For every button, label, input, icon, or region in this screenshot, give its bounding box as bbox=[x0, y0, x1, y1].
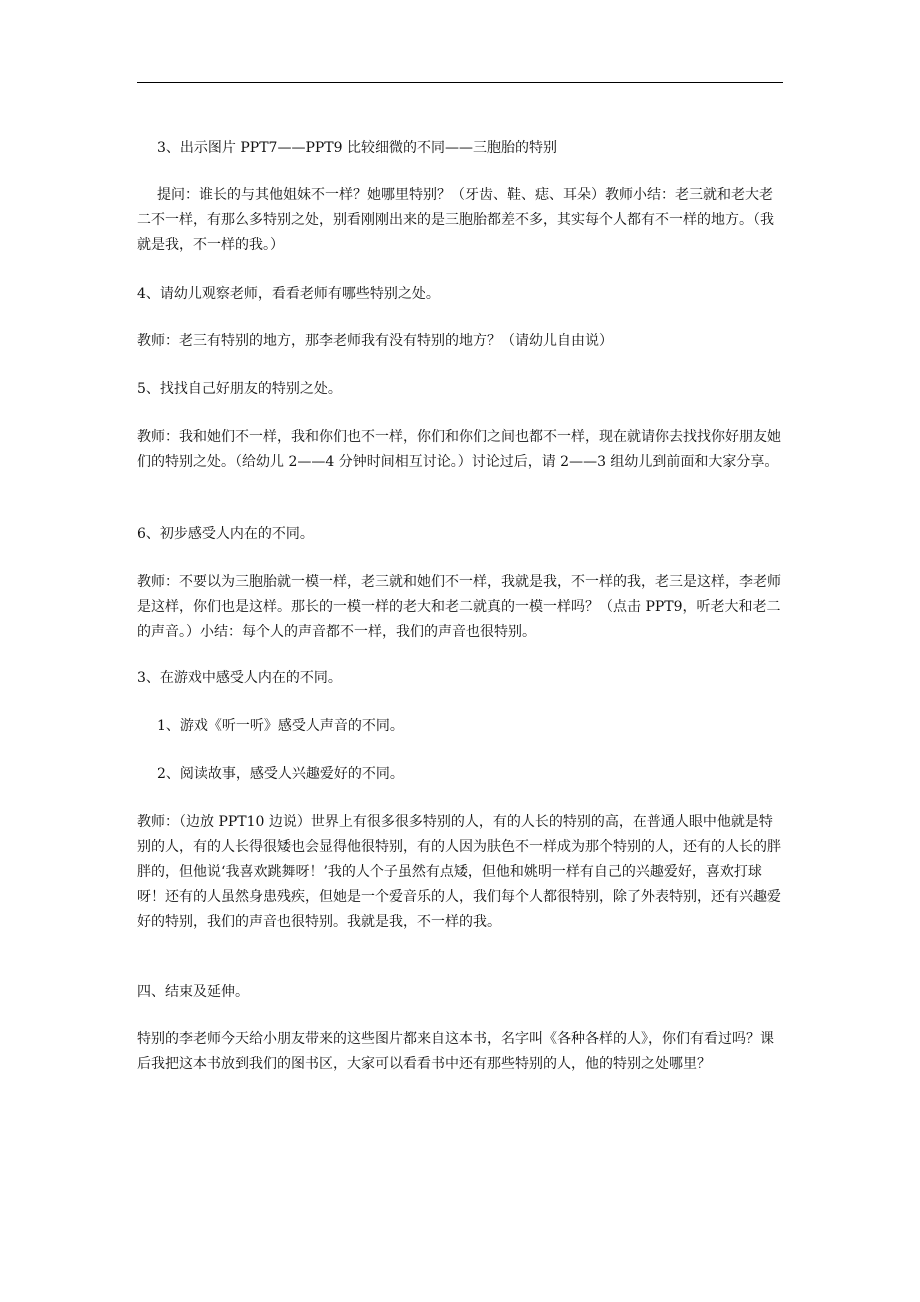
header-rule bbox=[137, 82, 783, 83]
step-3-heading: 3、出示图片 PPT7——PPT9 比较细微的不同——三胞胎的特别 bbox=[157, 140, 557, 156]
teacher-question-paragraph: 教师：老三有特别的地方，那李老师我有没有特别的地方？（请幼儿自由说） bbox=[137, 333, 613, 349]
game-listen-item: 1、游戏《听一听》感受人声音的不同。 bbox=[157, 718, 404, 734]
story-reading-item: 2、阅读故事，感受人兴趣爱好的不同。 bbox=[157, 766, 404, 782]
ending-section-heading: 四、结束及延伸。 bbox=[137, 984, 249, 1000]
triplets-voice-paragraph: 教师：不要以为三胞胎就一模一样，老三就和她们不一样，我就是我，不一样的我，老三是这样，李老师是这样，你们也是这样。那长的一模一样的老大和老二就真的一模一样吗？（点击 PPT9，听老大和老二的声音。）小结：每个人的声音都不一样，我们的声音也很特别。 bbox=[137, 574, 781, 640]
step-5-heading: 5、找找自己好朋友的特别之处。 bbox=[137, 381, 342, 397]
special-people-paragraph: 教师：（边放 PPT10 边说）世界上有很多很多特别的人，有的人长的特别的高，在普通人眼中他就是特别的人，有的人长得很矮也会显得他很特别，有的人因为肤色不一样成为那个特别的人，还有的人长的胖胖的，但他说‘我喜欢跳舞呀！’我的人个子虽然有点矮，但他和姚明一样有自己的兴趣爱好，喜欢打球呀！还有的人虽然身患残疾，但她是一个爱音乐的人，我们每个人都很特别，除了外表特别，还有兴趣爱好的特别，我们的声音也很特别。我就是我，不一样的我。 bbox=[137, 814, 781, 930]
step-6-heading: 6、初步感受人内在的不同。 bbox=[137, 526, 314, 542]
game-section-heading: 3、在游戏中感受人内在的不同。 bbox=[137, 670, 342, 686]
step-4-heading: 4、请幼儿观察老师，看看老师有哪些特别之处。 bbox=[137, 286, 440, 302]
friends-discussion-paragraph: 教师：我和她们不一样，我和你们也不一样，你们和你们之间也都不一样，现在就请你去找找你好朋友她们的特别之处。（给幼儿 2——4 分钟时间相互讨论。）讨论过后，请 2——3 组幼儿到前面和大家分享。 bbox=[137, 429, 781, 470]
book-extension-paragraph: 特别的李老师今天给小朋友带来的这些图片都来自这本书，名字叫《各种各样的人》，你们有看过吗？课后我把这本书放到我们的图书区，大家可以看看书中还有那些特别的人，他的特别之处哪里？ bbox=[137, 1031, 774, 1072]
question-summary-paragraph: 提问：谁长的与其他姐妹不一样？她哪里特别？（牙齿、鞋、痣、耳朵）教师小结：老三就和老大老二不一样，有那么多特别之处，别看刚刚出来的是三胞胎都差不多，其实每个人都有不一样的地方。（我就是我，不一样的我。） bbox=[137, 187, 774, 253]
